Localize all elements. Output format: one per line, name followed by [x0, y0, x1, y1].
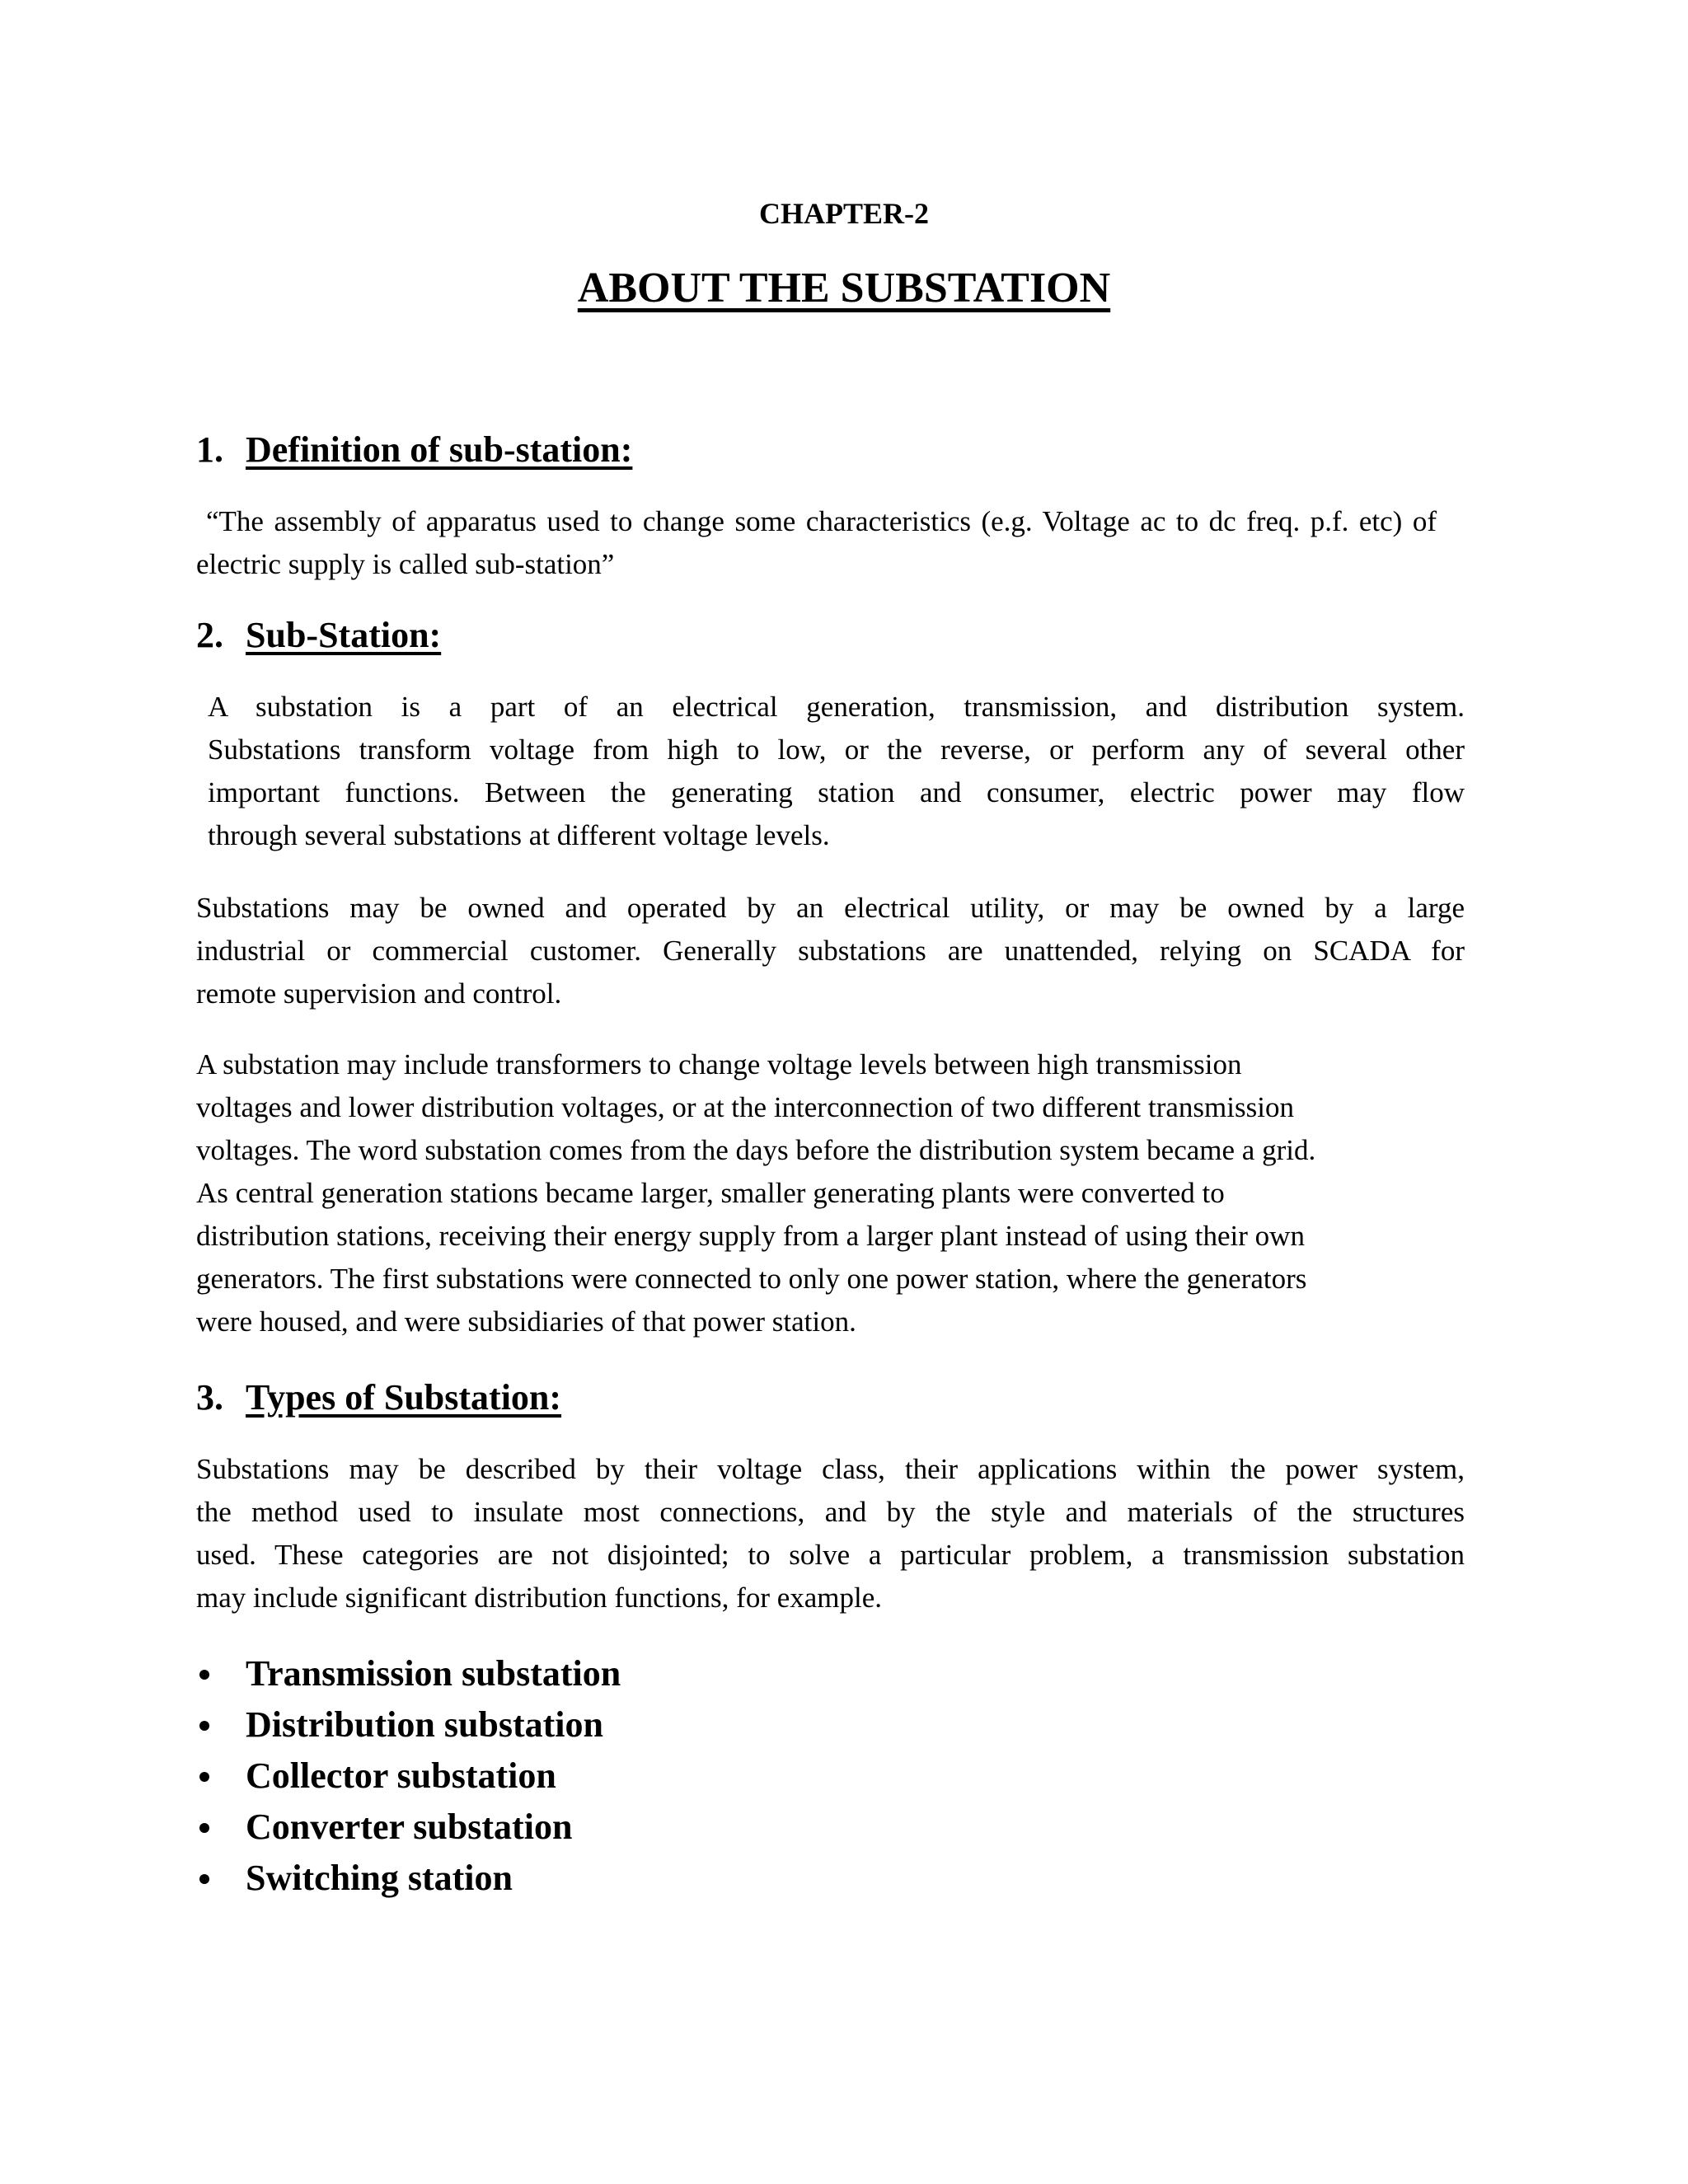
bullet-icon: [199, 1823, 209, 1833]
paragraph-line: used. These categories are not disjointed; to solve a particular problem, a transmission substation: [196, 1539, 1465, 1571]
list-item: [196, 1699, 621, 1750]
paragraph-line: remote supervision and control.: [196, 977, 562, 1010]
paragraph-line: voltages and lower distribution voltages, or at the interconnection of two different transmission: [196, 1091, 1294, 1123]
list-item-text: Switching station: [246, 1858, 513, 1898]
paragraph-sub-station-1: [208, 686, 1465, 857]
list-item-text: Converter substation: [246, 1807, 573, 1847]
list-item-text: Collector substation: [246, 1755, 556, 1796]
list-item-text: Transmission substation: [246, 1653, 621, 1694]
paragraph-line: As central generation stations became larger, smaller generating plants were converted to: [196, 1177, 1225, 1209]
section-title: Types of Substation:: [246, 1377, 562, 1418]
paragraph-line: were housed, and were subsidiaries of that power station.: [196, 1305, 856, 1338]
bullet-icon: [199, 1721, 209, 1731]
section-title: Sub-Station:: [246, 615, 442, 655]
section-title: Definition of sub-station:: [246, 429, 633, 470]
section-heading-sub-station: [196, 614, 441, 656]
list-item: [196, 1853, 621, 1904]
paragraph-line: A substation may include transformers to change voltage levels between high transmission: [196, 1048, 1242, 1080]
section-heading-definition: [196, 429, 632, 471]
section-number: 1.: [196, 429, 223, 470]
paragraph-line: important functions. Between the generating station and consumer, electric power may flow: [208, 776, 1465, 808]
paragraph-line: “The assembly of apparatus used to change some characteristics (e.g. Voltage ac to dc freq. p.f. etc) of: [206, 505, 1437, 537]
list-item: [196, 1750, 621, 1802]
paragraph-types: [196, 1448, 1465, 1619]
list-item-text: Distribution substation: [246, 1704, 604, 1745]
paragraph-line: distribution stations, receiving their energy supply from a larger plant instead of using their own: [196, 1220, 1305, 1252]
chapter-label: CHAPTER-2: [759, 197, 929, 230]
list-item: [196, 1648, 621, 1699]
paragraph-sub-station-2: [196, 887, 1465, 1015]
paragraph-line: through several substations at different voltage levels.: [208, 819, 830, 851]
section-number: 2.: [196, 615, 223, 655]
paragraph-definition: [196, 500, 1437, 586]
paragraph-line: may include significant distribution functions, for example.: [196, 1582, 883, 1614]
paragraph-line: A substation is a part of an electrical generation, transmission, and distribution system.: [208, 691, 1465, 723]
paragraph-sub-station-3: [196, 1043, 1457, 1343]
bullet-icon: [199, 1670, 209, 1680]
paragraph-line: voltages. The word substation comes from the days before the distribution system became a grid.: [196, 1134, 1316, 1166]
paragraph-line: generators. The first substations were connected to only one power station, where the generators: [196, 1263, 1307, 1295]
section-number: 3.: [196, 1377, 223, 1418]
paragraph-line: Substations may be described by their voltage class, their applications within the power system,: [196, 1453, 1465, 1485]
page-title: ABOUT THE SUBSTATION: [577, 265, 1111, 312]
list-item: [196, 1802, 621, 1853]
bullet-icon: [199, 1772, 209, 1782]
section-heading-types: [196, 1376, 561, 1418]
bullet-icon: [199, 1874, 209, 1884]
paragraph-line: industrial or commercial customer. Generally substations are unattended, relying on SCADA for: [196, 935, 1465, 967]
paragraph-line: electric supply is called sub-station”: [196, 548, 615, 580]
paragraph-line: Substations transform voltage from high to low, or the reverse, or perform any of several other: [208, 733, 1465, 766]
paragraph-line: Substations may be owned and operated by an electrical utility, or may be owned by a large: [196, 892, 1465, 924]
paragraph-line: the method used to insulate most connections, and by the style and materials of the structures: [196, 1496, 1465, 1528]
substation-types-list: [196, 1648, 621, 1904]
